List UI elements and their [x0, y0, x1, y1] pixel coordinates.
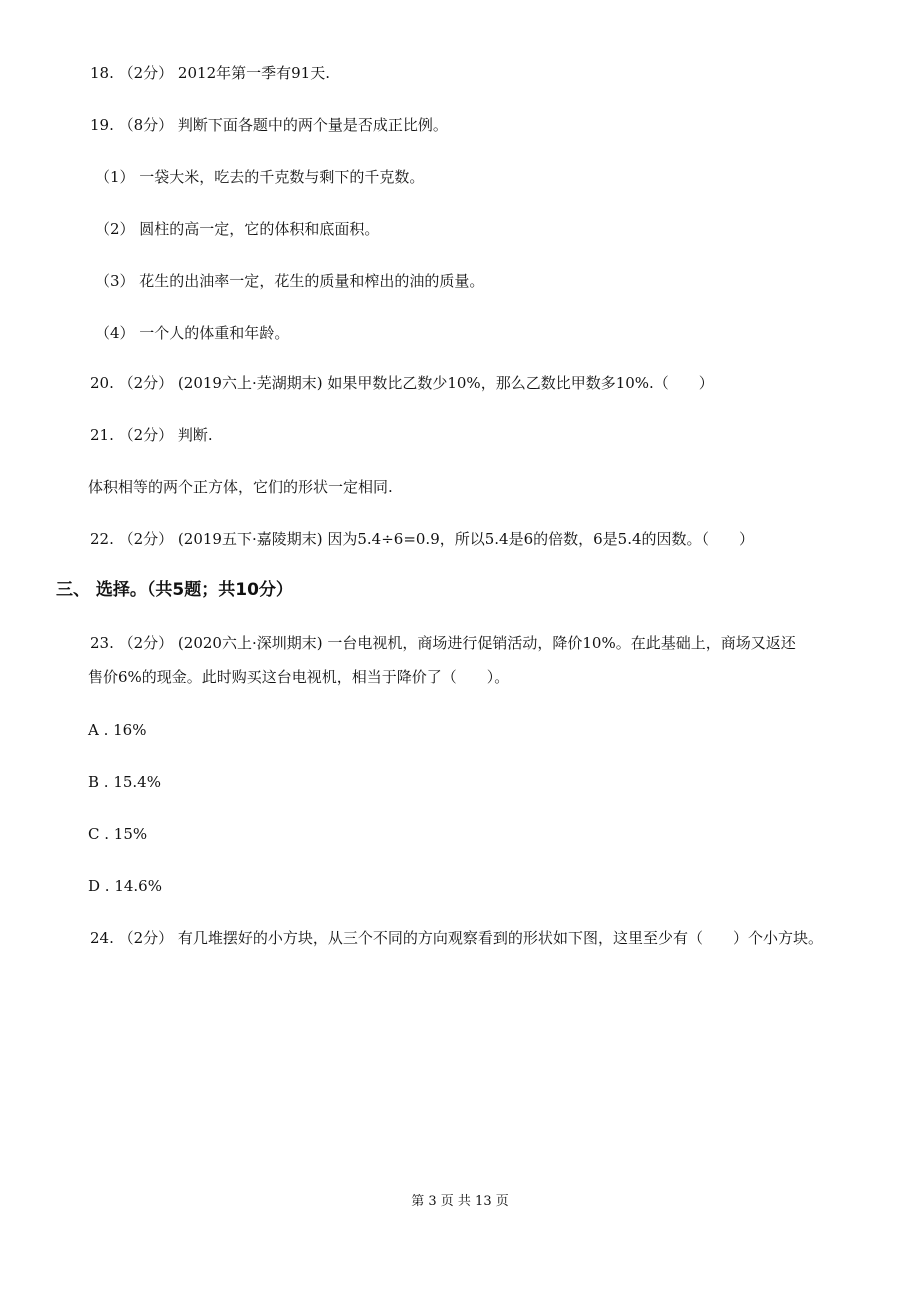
- question-19-part-4: （4） 一个人的体重和年龄。: [95, 324, 290, 342]
- question-20: 20. （2分） (2019六上·芜湖期末) 如果甲数比乙数少10%，那么乙数比甲数多10%.（ ）: [90, 374, 714, 392]
- question-23-option-a: A . 16%: [88, 721, 147, 739]
- question-19-part-1: （1） 一袋大米，吃去的千克数与剩下的千克数。: [95, 168, 425, 186]
- question-24: 24. （2分） 有几堆摆好的小方块，从三个不同的方向观察看到的形状如下图，这里至少有（ ）个小方块。: [90, 929, 823, 947]
- question-23-option-c: C . 15%: [88, 825, 148, 843]
- question-23-line-2: 售价6%的现金。此时购买这台电视机，相当于降价了（ ）。: [88, 668, 510, 686]
- question-23-option-b: B . 15.4%: [88, 773, 161, 791]
- question-23-line-1: 23. （2分） (2020六上·深圳期末) 一台电视机，商场进行促销活动，降价10%。在此基础上，商场又返还: [90, 634, 796, 652]
- question-18: 18. （2分） 2012年第一季有91天.: [90, 64, 330, 82]
- question-19: 19. （8分） 判断下面各题中的两个量是否成正比例。: [90, 116, 448, 134]
- question-19-part-3: （3） 花生的出油率一定，花生的质量和榨出的油的质量。: [95, 272, 485, 290]
- question-21-statement: 体积相等的两个正方体，它们的形状一定相同.: [88, 478, 393, 496]
- question-21: 21. （2分） 判断.: [90, 426, 213, 444]
- question-19-part-2: （2） 圆柱的高一定，它的体积和底面积。: [95, 220, 380, 238]
- section-3-heading: 三、 选择。（共5题；共10分）: [56, 580, 293, 600]
- question-23-option-d: D . 14.6%: [88, 877, 162, 895]
- question-22: 22. （2分） (2019五下·嘉陵期末) 因为5.4÷6=0.9，所以5.4是6的倍数，6是5.4的因数。（ ）: [90, 530, 755, 548]
- page-footer: 第 3 页 共 13 页: [411, 1194, 509, 1209]
